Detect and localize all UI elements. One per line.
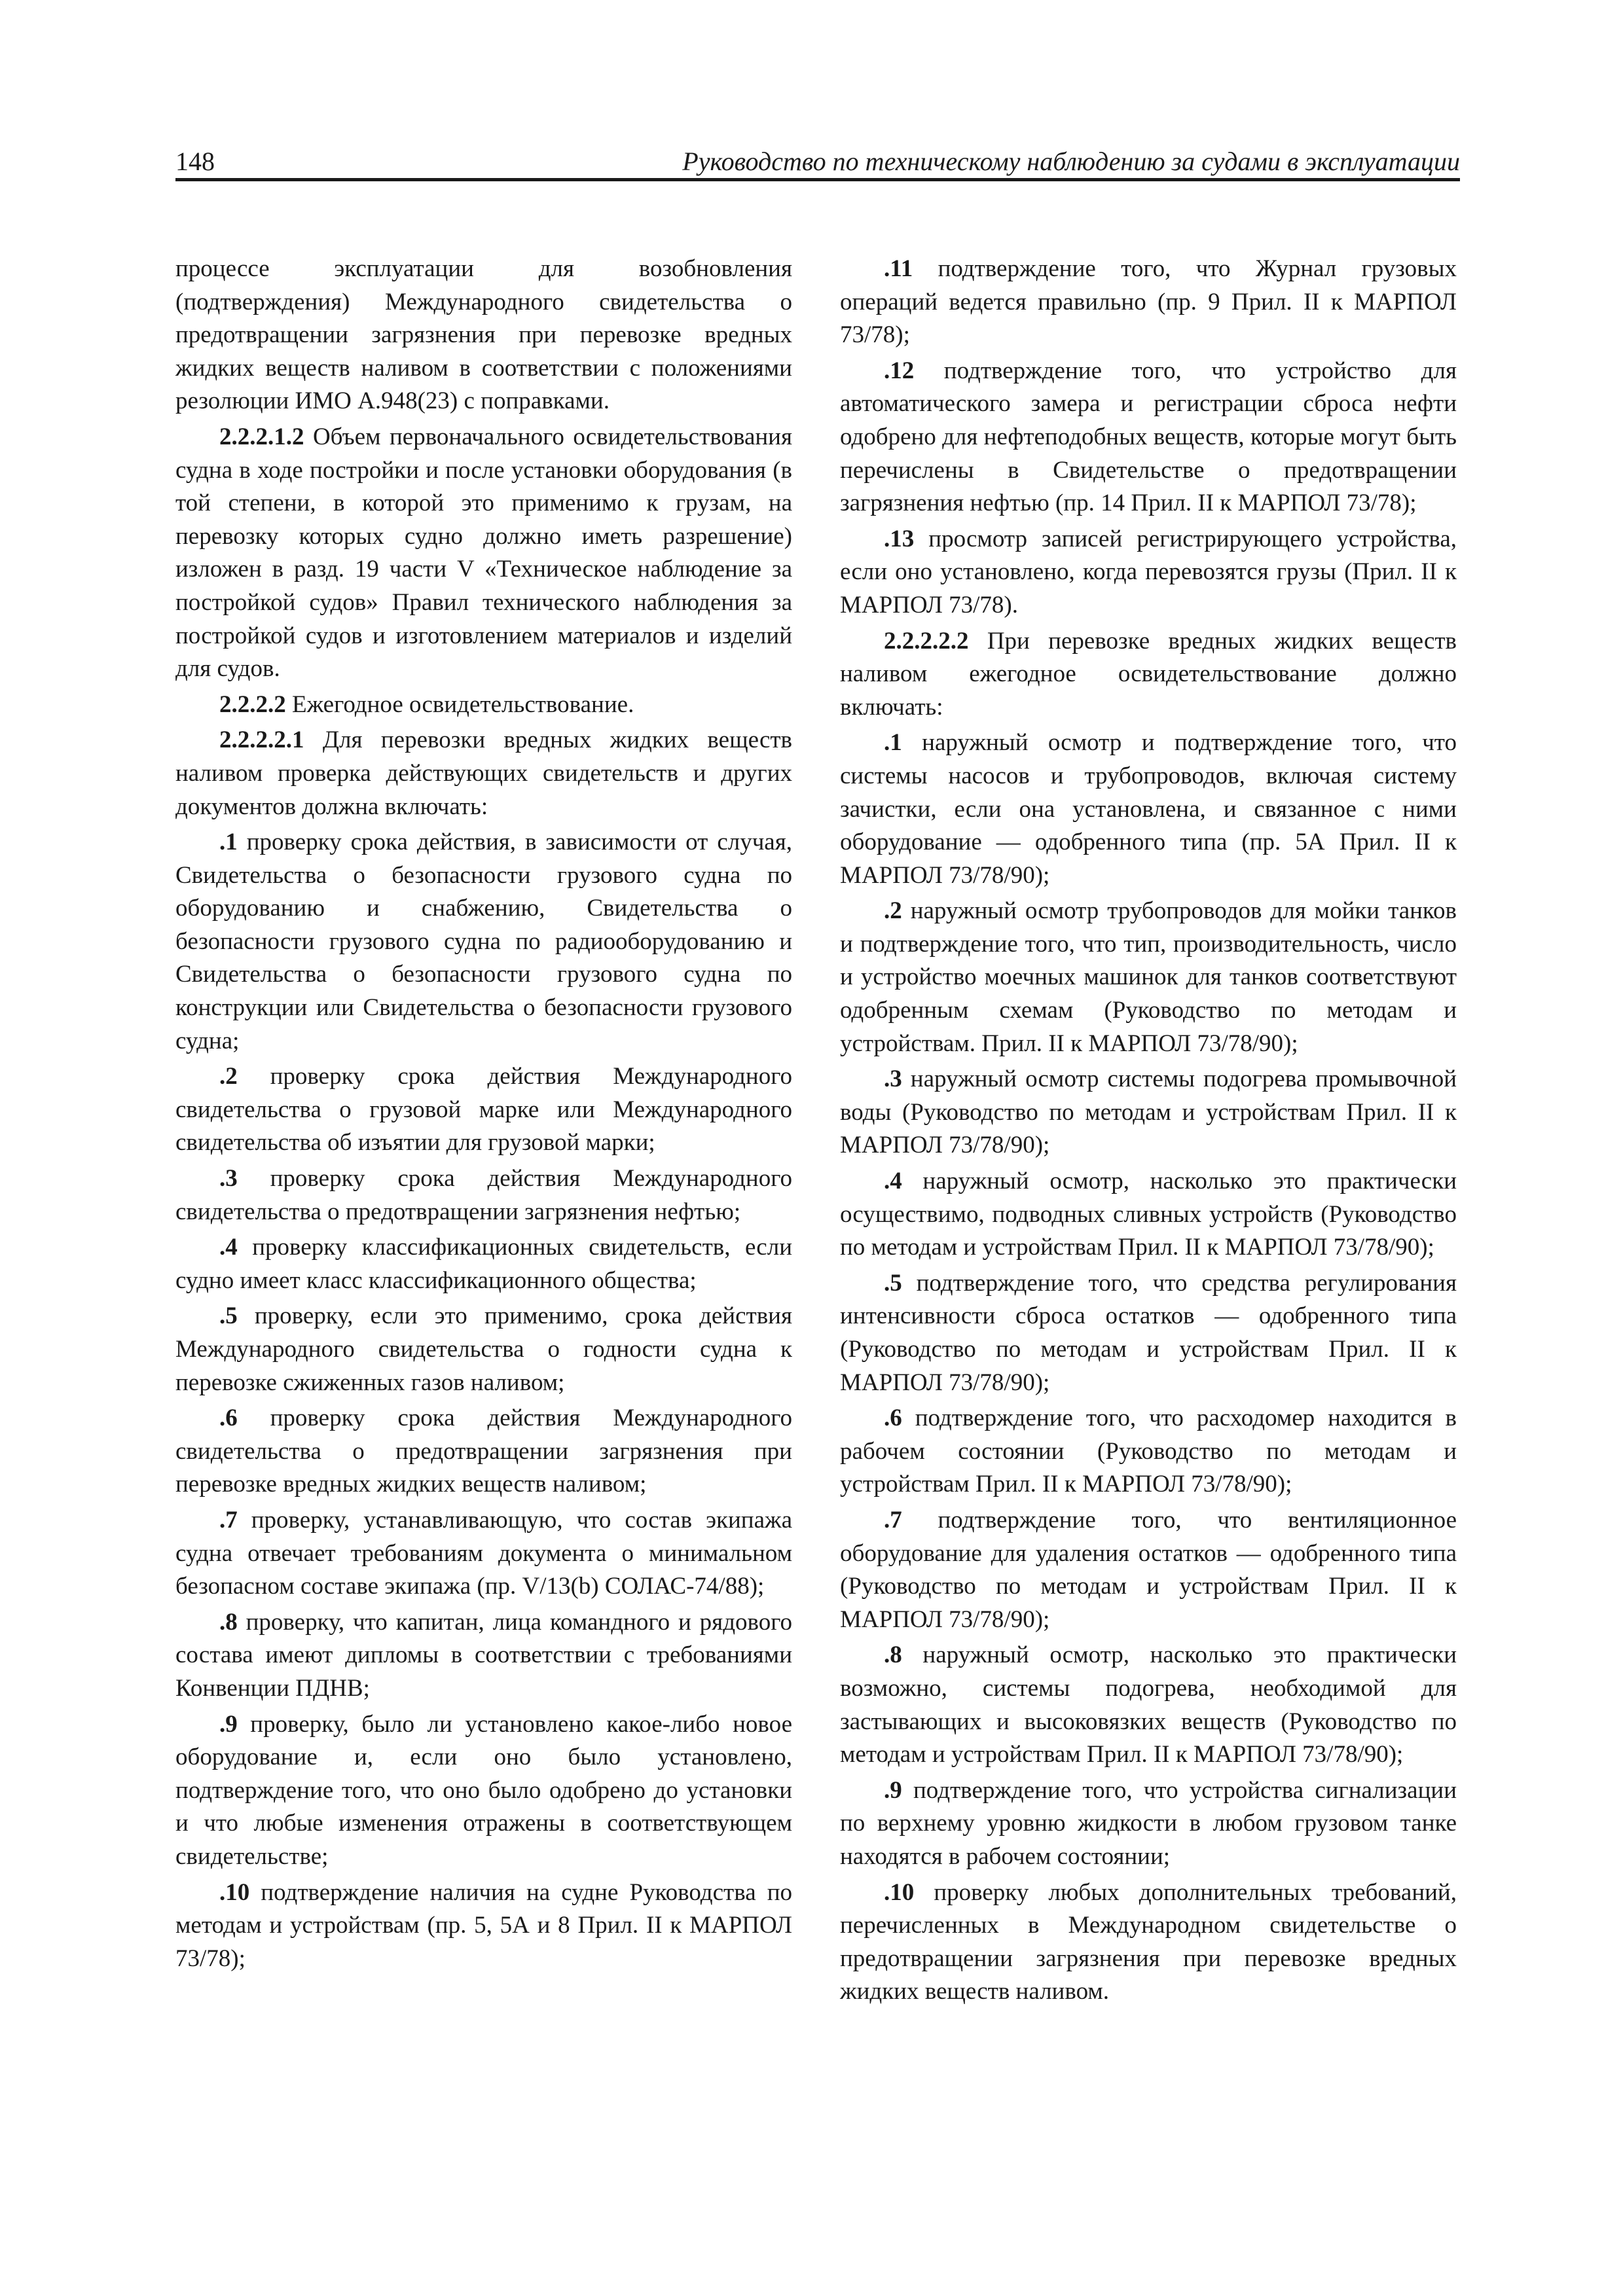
item-text: наружный осмотр и подтверждение того, что системы насосов и трубопроводов, включая систему зачистки, если она установлена, и связанное с ними оборудование — одобренного типа (пр. 5А Прил. II к МАРПОЛ 73/78/90); [840,729,1457,889]
paragraph-text: Ежегодное освидетельствование. [285,691,634,718]
item-number: 2.2.2.2.2 [884,627,969,655]
header-rule [175,178,1460,181]
item-number: .2 [884,897,902,925]
list-item [840,1267,1457,1399]
list-item [840,523,1457,622]
item-text: наружный осмотр, насколько это практически возможно, системы подогрева, необходимой для застывающих и высоковязких веществ (Руководство по методам и устройствам Прил. II к МАРПОЛ 73/78/90); [840,1641,1457,1768]
item-number: .5 [884,1269,902,1297]
paragraph-text: Для перевозки вредных жидких веществ наливом проверка действующих свидетельств и других документов должна включать: [175,726,792,820]
list-item [840,1063,1457,1162]
paragraph-text: Объем первоначального освидетельствования судна в ходе постройки и после установки оборудования (в той степени, в которой это применимо к грузам, на перевозку которых судно должно иметь разрешение) изложен в разд. 19 части V «Техническое наблюдение за постройкой судов» Правил технического наблюдения за постройкой судов и изготовлением материалов и изделий для судов. [175,423,792,683]
item-text: проверку классификационных свидетельств, если судно имеет класс классификационного общества; [175,1234,792,1294]
right-column [840,253,1457,2011]
item-number: .10 [219,1878,250,1906]
paragraph-text: При перевозке вредных жидких веществ наливом ежегодное освидетельствование должно включать: [840,627,1457,721]
item-text: наружный осмотр трубопроводов для мойки танков и подтверждение того, что тип, производительность, число и устройство моечных машинок для танков соответствуют одобренным схемам (Руководство по методам и устройствам. Прил. II к МАРПОЛ 73/78/90); [840,897,1457,1057]
paragraph [175,253,792,418]
item-number: .5 [219,1302,238,1330]
item-number: .1 [219,829,238,856]
item-text: подтверждение того, что устройство для автоматического замера и регистрации сброса нефти одобрено для нефтеподобных веществ, которые могут быть перечислены в Свидетельстве о предотвращении загрязнения нефтью (пр. 14 Прил. II к МАРПОЛ 73/78); [840,357,1457,517]
paragraph [840,625,1457,725]
list-item [175,1060,792,1160]
list-item [840,895,1457,1060]
item-text: проверку, что капитан, лица командного и рядового состава имеют дипломы в соответствии с требованиями Конвенции ПДНВ; [175,1608,792,1702]
list-item [840,1165,1457,1265]
item-text: подтверждение того, что средства регулирования интенсивности сброса остатков — одобренного типа (Руководство по методам и устройствам Прил. II к МАРПОЛ 73/78/90); [840,1269,1457,1396]
item-number: .1 [884,729,902,757]
list-item [175,1708,792,1874]
item-text: наружный осмотр, насколько это практически осуществимо, подводных сливных устройств (Руководство по методам и устройствам Прил. II к МАРПОЛ 73/78/90); [840,1168,1457,1261]
item-number: .12 [884,357,915,384]
list-item [175,1231,792,1297]
list-item [175,1504,792,1604]
list-item [175,1300,792,1399]
list-item [840,1402,1457,1501]
item-text: проверку срока действия Международного свидетельства о предотвращении загрязнения при перевозке вредных жидких веществ наливом; [175,1405,792,1498]
list-item [175,1162,792,1229]
item-text: просмотр записей регистрирующего устройства, если оно установлено, когда перевозятся грузы (Прил. II к МАРПОЛ 73/78). [840,525,1457,619]
item-number: .13 [884,525,915,552]
list-item [840,253,1457,352]
item-number: .7 [884,1506,902,1534]
list-item [840,355,1457,520]
item-number: .8 [219,1608,238,1636]
item-number: .4 [884,1168,902,1195]
item-text: проверку срока действия, в зависимости от случая, Свидетельства о безопасности грузового судна по оборудованию и снабжению, Свидетельства о безопасности грузового судна по радиооборудованию и Свидетельства о безопасности грузового судна по конструкции или Свидетельства о безопасности грузового судна; [175,829,792,1054]
item-text: наружный осмотр системы подогрева промывочной воды (Руководство по методам и устройствам Прил. II к МАРПОЛ 73/78/90); [840,1066,1457,1159]
item-number: .6 [219,1405,238,1432]
item-text: проверку любых дополнительных требований, перечисленных в Международном свидетельстве о предотвращении загрязнения при перевозке вредных жидких веществ наливом. [840,1878,1457,2005]
item-text: подтверждение наличия на судне Руководства по методам и устройствам (пр. 5, 5А и 8 Прил. II к МАРПОЛ 73/78); [175,1878,792,1972]
item-number: 2.2.2.1.2 [219,423,304,450]
item-number: .8 [884,1641,902,1669]
running-title: Руководство по техническому наблюдению за судами в эксплуатации [682,147,1460,176]
item-number: .9 [219,1710,238,1738]
item-number: .11 [884,255,913,282]
item-text: проверку срока действия Международного свидетельства о грузовой марке или Международного свидетельства об изъятии для грузовой марки; [175,1063,792,1157]
list-item [840,1639,1457,1771]
list-item [175,1402,792,1501]
paragraph [175,421,792,686]
item-text: подтверждение того, что расходомер находится в рабочем состоянии (Руководство по методам и устройствам Прил. II к МАРПОЛ 73/78/90); [840,1405,1457,1498]
item-number: .4 [219,1234,238,1261]
paragraph [175,724,792,823]
paragraph [175,689,792,722]
item-number: .6 [884,1405,902,1432]
item-number: .7 [219,1506,238,1534]
page-header [175,145,1460,178]
item-text: подтверждение того, что вентиляционное оборудование для удаления остатков — одобренного типа (Руководство по методам и устройствам Прил. II к МАРПОЛ 73/78/90); [840,1506,1457,1633]
item-number: 2.2.2.2.1 [219,726,304,754]
item-number: .9 [884,1776,902,1804]
page-number: 148 [175,147,215,176]
item-text: подтверждение того, что устройства сигнализации по верхнему уровню жидкости в любом грузовом танке находятся в рабочем состоянии; [840,1776,1457,1870]
item-text: подтверждение того, что Журнал грузовых операций ведется правильно (пр. 9 Прил. II к МАРПОЛ 73/78); [840,255,1457,349]
item-text: проверку, устанавливающую, что состав экипажа судна отвечает требованиям документа о минимальном безопасном составе экипажа (пр. V/13(b) СОЛАС-74/88); [175,1506,792,1600]
item-number: .3 [884,1066,902,1093]
list-item [175,1876,792,1976]
left-column [175,253,792,1978]
item-text: проверку, если это применимо, срока действия Международного свидетельства о годности судна к перевозке сжиженных газов наливом; [175,1302,792,1396]
list-item [840,1876,1457,2009]
list-item [175,826,792,1058]
item-number: .2 [219,1063,238,1090]
item-number: .3 [219,1165,238,1193]
list-item [840,726,1457,892]
item-number: 2.2.2.2 [219,691,286,718]
list-item [840,1504,1457,1636]
item-text: проверку, было ли установлено какое-либо новое оборудование и, если оно было установлено, подтверждение того, что оно было одобрено до установки и что любые изменения отражены в соответствующем свидетельстве; [175,1710,792,1870]
item-number: .10 [884,1878,915,1906]
list-item [175,1606,792,1706]
list-item [840,1774,1457,1874]
item-text: проверку срока действия Международного свидетельства о предотвращении загрязнения нефтью; [175,1165,792,1225]
paragraph-text: процессе эксплуатации для возобновления (подтверждения) Международного свидетельства о предотвращении загрязнения при перевозке вредных жидких веществ наливом в соответствии с положениями резолюции ИМО А.948(23) с поправками. [175,255,792,415]
